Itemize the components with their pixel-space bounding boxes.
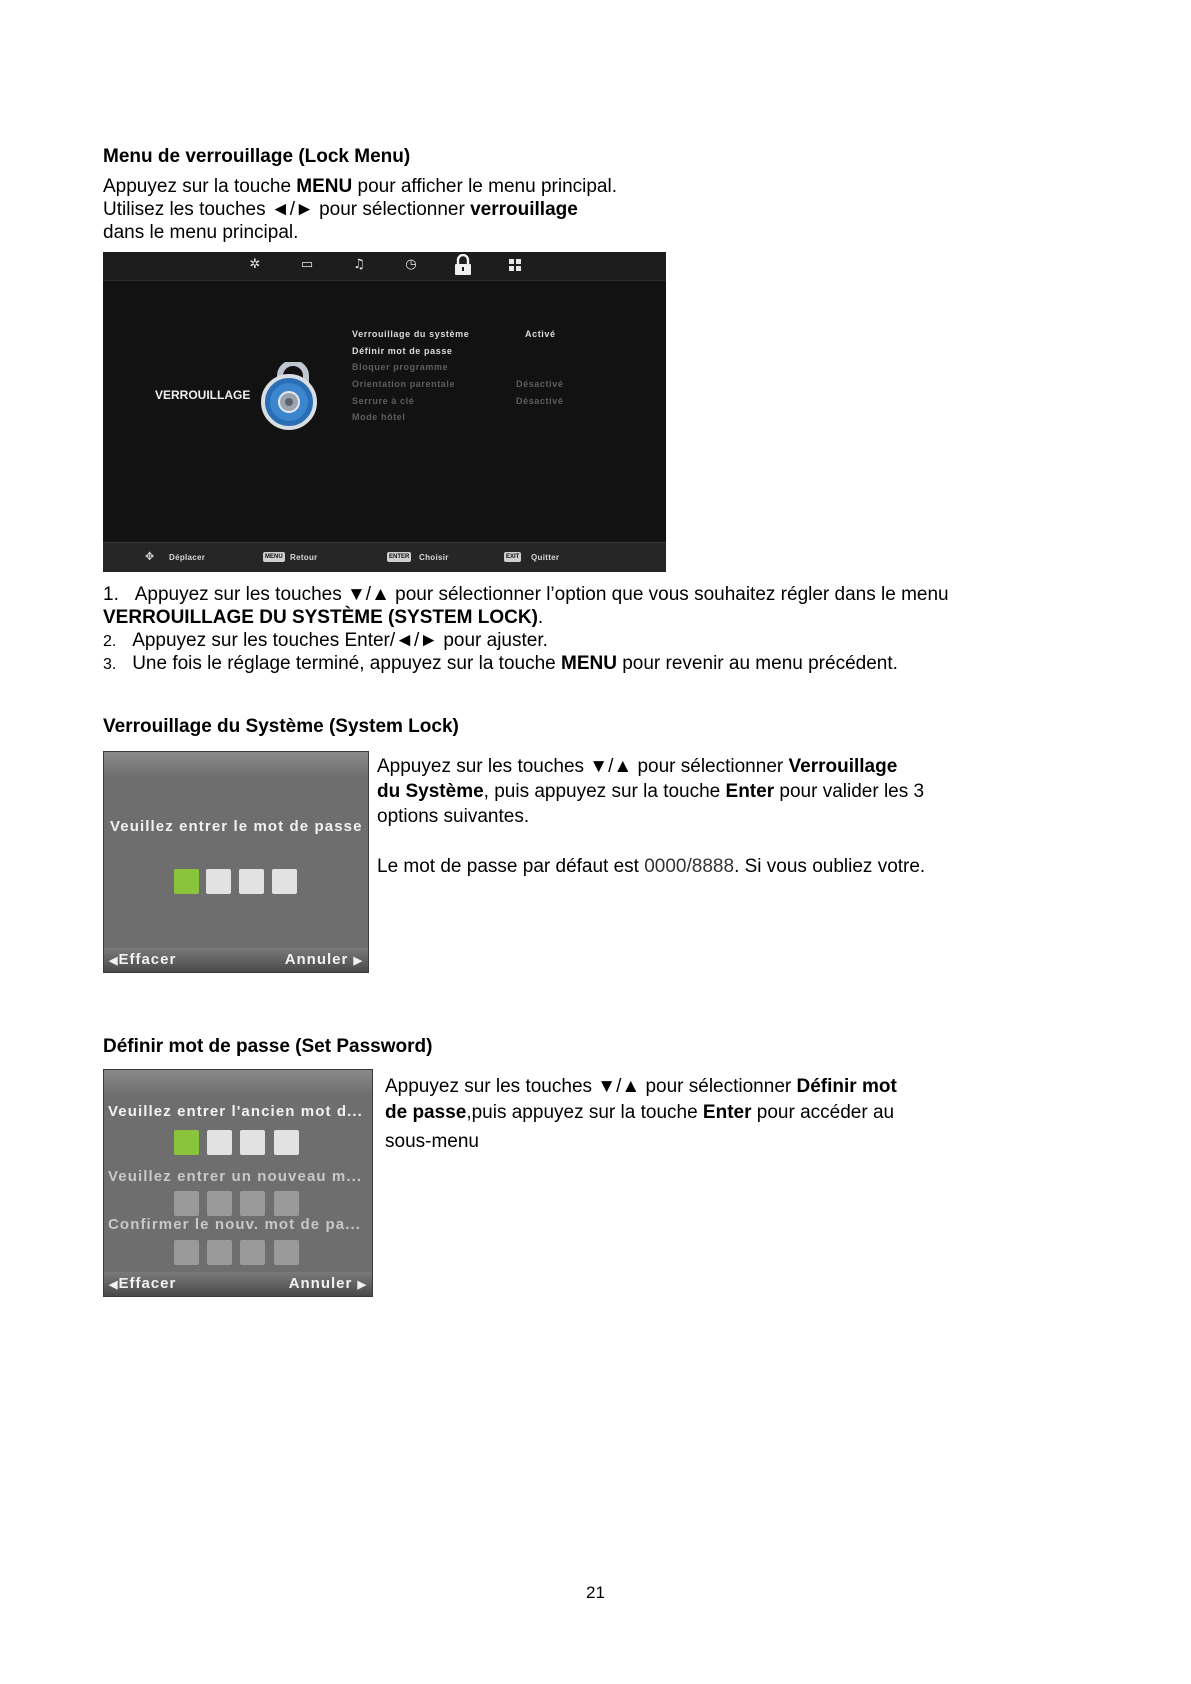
body-text: , puis appuyez sur la touche: [483, 781, 726, 802]
confirm-password-digit-2[interactable]: [207, 1240, 232, 1265]
body-text: Appuyez sur les touches ▼/▲ pour sélectionner: [377, 756, 789, 777]
footer-move-label: Déplacer: [169, 553, 206, 562]
lock-menu-intro-line-1: [103, 175, 617, 198]
old-password-digit-2[interactable]: [207, 1130, 232, 1155]
intro-text: pour afficher le menu principal.: [352, 176, 617, 197]
set-password-text-3: sous-menu: [385, 1131, 479, 1152]
old-password-digit-1[interactable]: [174, 1130, 199, 1155]
dialog-header: [104, 752, 368, 778]
footer-select-label: Choisir: [419, 553, 449, 562]
confirm-password-prompt: Confirmer le nouv. mot de pa...: [108, 1216, 362, 1233]
tv-menu-value-parental-guidance: Désactivé: [516, 379, 564, 389]
cancel-label: Annuler: [284, 951, 349, 968]
system-lock-text-1: [377, 755, 897, 778]
tv-menu-value-system-lock: Activé: [525, 329, 556, 339]
step-number: 2.: [103, 633, 117, 650]
step-text: Une fois le réglage terminé, appuyez sur la touche: [132, 653, 561, 674]
new-password-digit-2[interactable]: [207, 1191, 232, 1216]
step-1-continued: [103, 606, 543, 629]
intro-text: Utilisez les touches ◄/► pour sélectionner: [103, 199, 471, 220]
music-icon[interactable]: ♫: [353, 257, 365, 272]
body-text: pour accéder au: [751, 1102, 895, 1123]
du-systeme-label: du Système: [377, 781, 484, 802]
clear-label: Effacer: [118, 951, 177, 968]
cancel-label: Annuler: [288, 1275, 353, 1292]
move-arrows-icon: ✥: [145, 550, 155, 563]
menu-key-icon: MENU: [265, 554, 283, 560]
step-text: pour revenir au menu précédent.: [616, 653, 898, 674]
padlock-dial-icon: [260, 362, 322, 430]
password-digit-4[interactable]: [272, 869, 297, 894]
tv-menu-item-system-lock[interactable]: Verrouillage du système: [352, 329, 470, 339]
tv-menu-value-key-lock: Désactivé: [516, 396, 564, 406]
left-arrow-icon: ◀: [109, 955, 119, 967]
menu-key-label: MENU: [561, 653, 617, 674]
new-password-digit-3[interactable]: [240, 1191, 265, 1216]
lock-icon[interactable]: [453, 254, 473, 276]
system-lock-title: Verrouillage du Système (System Lock): [103, 716, 459, 737]
body-text: Le mot de passe par défaut est: [377, 856, 645, 877]
tv-menu-item-set-password[interactable]: Définir mot de passe: [352, 346, 453, 356]
tv-footer-bar: [103, 542, 666, 572]
page-number: 21: [586, 1583, 605, 1602]
apps-icon[interactable]: [507, 257, 523, 273]
set-password-title: Définir mot de passe (Set Password): [103, 1036, 433, 1057]
password-digit-1[interactable]: [174, 869, 199, 894]
step-text: Appuyez sur les touches ▼/▲ pour sélectionner l’option que vous souhaitez régler dans le menu: [134, 584, 949, 605]
tv-lock-menu-screenshot: [103, 252, 666, 572]
set-password-text-1: [385, 1075, 897, 1098]
intro-menu-key: MENU: [296, 176, 353, 197]
confirm-password-digit-1[interactable]: [174, 1240, 199, 1265]
enter-key-icon: ENTER: [389, 554, 410, 560]
left-arrow-icon: ◀: [109, 1279, 119, 1291]
step-2: [103, 629, 548, 653]
clear-label: Effacer: [118, 1275, 177, 1292]
default-password: 0000/8888: [644, 856, 735, 877]
gear-icon[interactable]: ✲: [249, 257, 261, 272]
password-prompt: Veuillez entrer le mot de passe: [110, 818, 363, 835]
old-password-digit-4[interactable]: [274, 1130, 299, 1155]
step-text: Appuyez sur les touches Enter/◄/► pour ajuster.: [132, 630, 548, 651]
password-digit-2[interactable]: [206, 869, 231, 894]
right-arrow-icon: ▶: [357, 1279, 367, 1291]
clock-icon[interactable]: ◷: [405, 257, 417, 272]
cancel-button[interactable]: [285, 951, 363, 968]
new-password-digit-1[interactable]: [174, 1191, 199, 1216]
enter-key-label: Enter: [702, 1102, 752, 1123]
tv-menu-item-block-program[interactable]: Bloquer programme: [352, 362, 449, 372]
body-text: pour valider les 3: [774, 781, 925, 802]
step-text: .: [537, 607, 544, 628]
default-password-note: [377, 855, 925, 878]
definir-mot-label: Définir mot: [796, 1076, 897, 1097]
dialog-header: [104, 1070, 372, 1096]
confirm-password-digit-4[interactable]: [274, 1240, 299, 1265]
set-password-text-2: [385, 1101, 894, 1124]
step-number: 3.: [103, 656, 117, 673]
body-text: Appuyez sur les touches ▼/▲ pour sélectionner: [385, 1076, 797, 1097]
system-lock-text-3: options suivantes.: [377, 806, 530, 827]
tv-menu-item-parental-guidance[interactable]: Orientation parentale: [352, 379, 456, 389]
footer-back-label: Retour: [290, 553, 318, 562]
tv-menu-item-key-lock[interactable]: Serrure à clé: [352, 396, 415, 406]
verrouillage-label: Verrouillage: [788, 756, 898, 777]
exit-key-icon: EXIT: [506, 554, 520, 560]
tv-section-label: VERROUILLAGE: [155, 388, 251, 402]
password-dialog: [103, 751, 369, 973]
intro-verrouillage: verrouillage: [470, 199, 578, 220]
body-text: ,puis appuyez sur la touche: [466, 1102, 703, 1123]
body-text: . Si vous oubliez votre.: [734, 856, 926, 877]
confirm-password-digit-3[interactable]: [240, 1240, 265, 1265]
tv-menu-item-hotel-mode[interactable]: Mode hôtel: [352, 412, 406, 422]
clear-button[interactable]: [109, 951, 176, 968]
step-number: 1.: [103, 584, 119, 605]
step-3: [103, 652, 898, 676]
intro-text: Appuyez sur la touche: [103, 176, 297, 197]
lock-menu-title: Menu de verrouillage (Lock Menu): [103, 146, 411, 167]
lock-menu-intro-line-2: [103, 198, 578, 221]
monitor-icon[interactable]: ▭: [300, 257, 314, 272]
clear-button[interactable]: [109, 1275, 176, 1292]
step-1: [103, 583, 1003, 606]
old-password-prompt: Veuillez entrer l'ancien mot d...: [108, 1103, 363, 1120]
footer-quit-label: Quitter: [531, 553, 560, 562]
right-arrow-icon: ▶: [353, 955, 363, 967]
new-password-digit-4[interactable]: [274, 1191, 299, 1216]
new-password-prompt: Veuillez entrer un nouveau m...: [108, 1168, 363, 1185]
enter-key-label: Enter: [725, 781, 775, 802]
old-password-digit-3[interactable]: [240, 1130, 265, 1155]
de-passe-label: de passe: [385, 1102, 467, 1123]
cancel-button[interactable]: [289, 1275, 367, 1292]
system-lock-label: VERROUILLAGE DU SYSTÈME (SYSTEM LOCK): [103, 607, 538, 628]
password-digit-3[interactable]: [239, 869, 264, 894]
lock-menu-intro-line-3: dans le menu principal.: [103, 222, 299, 243]
system-lock-text-2: [377, 780, 924, 803]
tv-top-bar: [103, 252, 666, 281]
set-password-dialog: [103, 1069, 373, 1297]
